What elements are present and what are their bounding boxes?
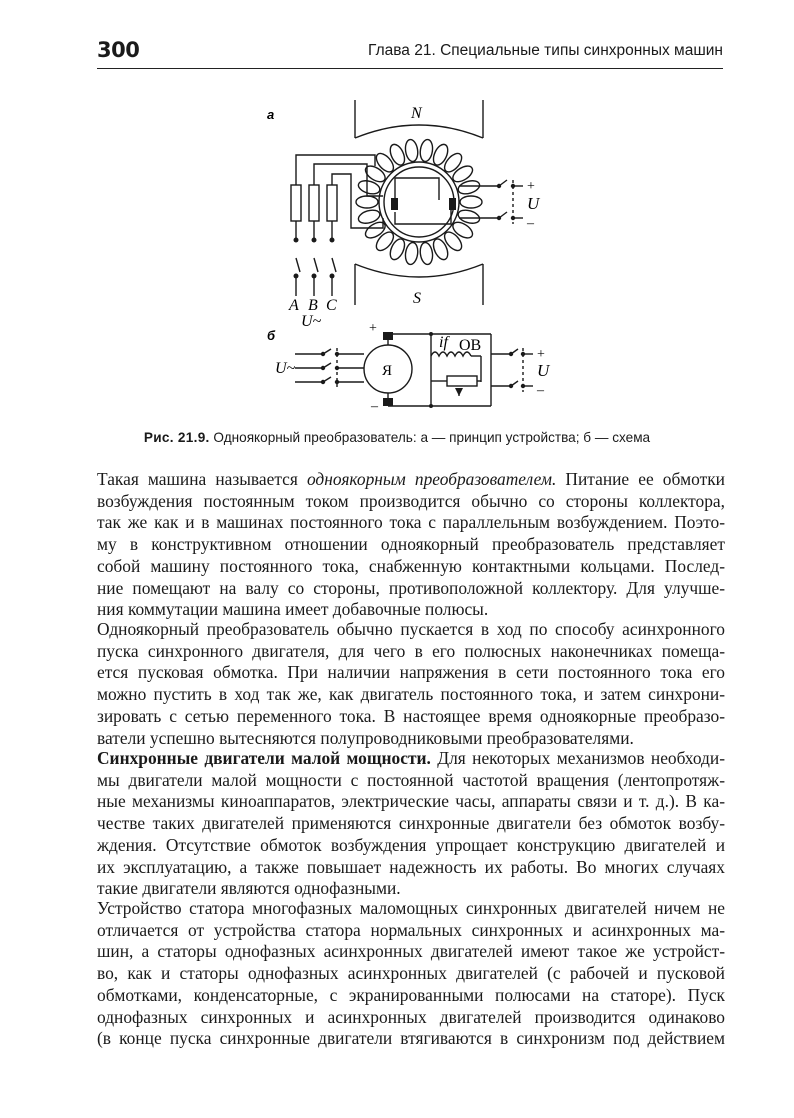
text-line: возбуждения постоянным током производится обычно со стороны коллектора, (97, 490, 725, 511)
text-line: такие двигатели являются однофазными. (97, 878, 401, 899)
paragraph-3 (97, 748, 725, 900)
phase-a-label: A (289, 297, 299, 314)
converter-diagram (255, 100, 550, 418)
text-line: однофазных синхронных и асинхронных двигателей производится одинаково (97, 1006, 725, 1027)
paragraph-2 (97, 619, 725, 749)
text-line: обмотками, конденсаторные, с экранированными полюсами на статоре). Пуск (97, 984, 725, 1005)
running-head: Глава 21. Специальные типы синхронных машин (368, 42, 723, 59)
text-line: можно пустить в ход так же, как двигатель постоянного тока, и затем синхрони- (97, 684, 725, 705)
slip-ring-b (309, 185, 319, 221)
rheostat (447, 376, 477, 386)
section-heading: Синхронные двигатели малой мощности. (97, 748, 431, 768)
caption-number: Рис. 21.9. (143, 430, 210, 445)
ac-voltage-label-a: U~ (301, 313, 322, 330)
text-line: ные механизмы киноаппаратов, электрические часы, аппараты связи и т. д.). В ка- (97, 791, 725, 812)
inner-wire-top (395, 178, 439, 202)
coil-turn (404, 242, 419, 265)
text-line: ждения. Отсутствие обмоток возбуждения упрощает конструкцию двигателей и (97, 834, 725, 855)
plus-label-b1: + (369, 321, 377, 336)
text-line: (в конце пуска синхронные двигатели втягиваются в синхронизм под действием (97, 1028, 725, 1049)
text-line: му в конструктивном отношении одноякорный преобразователь представляет (97, 534, 725, 555)
coil-turn (356, 196, 378, 208)
coil-turn (431, 237, 451, 262)
figure-label-a: а (267, 107, 275, 122)
paragraph-4 (97, 898, 725, 1050)
text-line: Устройство статора многофазных маломощных синхронных двигателей ничем не (97, 898, 725, 918)
minus-label-b1: – (371, 399, 378, 414)
page-number: 300 (97, 38, 140, 62)
coil-turn (404, 139, 419, 162)
coil-turn (387, 142, 407, 167)
coil-turn (460, 196, 482, 208)
armature-label: Я (382, 363, 393, 379)
minus-label-a: – (527, 216, 534, 231)
field-current-label: if (439, 334, 448, 351)
pole-s-label: S (413, 290, 421, 307)
pole-n-shoe (355, 125, 483, 138)
coil-turn (387, 237, 407, 262)
text-line: Одноякорный преобразователь обычно пускается в ход по способу асинхронного (97, 619, 725, 639)
phase-b-label: B (308, 297, 318, 314)
slip-ring-a (291, 185, 301, 221)
dc-voltage-label-a: U (527, 194, 540, 213)
text-line: их эксплуатацию, а также повышает надежность их работы. Во многих случаях (97, 856, 725, 877)
coil-turn (431, 142, 451, 167)
text-line: честве таких двигателей применяются синхронные двигатели без обмоток возбу- (97, 813, 725, 834)
text-line: зировать с сетью переменного тока. В настоящее время одноякорные преобразо- (97, 705, 725, 726)
ac-voltage-label-b: U~ (275, 360, 296, 377)
page-header (97, 38, 723, 68)
text-line: мы двигатели малой мощности с постоянной частотой вращения (лентопротяж- (97, 769, 725, 790)
caption-text: Одноякорный преобразователь: а — принцип устройства; б — схема (213, 430, 651, 445)
text-line: Синхронные двигатели малой мощности. Для некоторых механизмов необходи- (97, 748, 725, 768)
pole-n-label: N (411, 105, 422, 122)
text-line: пуска синхронного двигателя, для чего в его полюсных наконечниках помеща- (97, 640, 725, 661)
inner-wire-bottom (395, 206, 451, 224)
pole-s-shoe (355, 264, 483, 277)
plus-label-b2: + (537, 347, 545, 362)
text-line: отличается от устройства статора нормальных синхронных и асинхронных ма- (97, 919, 725, 940)
text-line: ватели успешно вытесняются полупроводниковыми преобразователями. (97, 727, 634, 748)
minus-label-b2: – (537, 383, 544, 398)
coil-turn (419, 139, 434, 162)
text-line: ется пусковая обмотка. При наличии напряжения в сети постоянного тока его (97, 662, 725, 683)
field-winding-label: ОВ (459, 337, 482, 354)
text-line: так же как и в машинах постоянного тока с параллельным возбуждением. Поэто- (97, 512, 725, 533)
plus-label-a: + (527, 179, 535, 194)
coil-turn (419, 242, 434, 265)
figure-21-9 (255, 100, 550, 418)
paragraph-1 (97, 469, 725, 621)
text-line: ние помещают на валу со стороны, противоположной коллектору. Для улучше- (97, 577, 725, 598)
text-line: Такая машина называется одноякорным преобразователем. Питание ее обмотки (97, 469, 725, 489)
text-line: во, как и статоры однофазных асинхронных двигателей (с рабочей и пусковой (97, 963, 725, 984)
slip-ring-c (327, 185, 337, 221)
phase-c-label: C (326, 297, 337, 314)
header-rule (97, 68, 723, 69)
figure-caption (0, 430, 794, 445)
text-line: собой машину постоянного тока, снабженную контактными кольцами. Послед- (97, 555, 725, 576)
text-line: шин, а статоры однофазных асинхронных двигателей имеют такое же устройст- (97, 941, 725, 962)
dc-voltage-label-b: U (537, 361, 550, 380)
figure-label-b: б (267, 328, 276, 343)
text-line: ния коммутации машина имеет добавочные полюсы. (97, 599, 489, 620)
term-emphasis: одноякорным преобразователем. (306, 469, 557, 489)
